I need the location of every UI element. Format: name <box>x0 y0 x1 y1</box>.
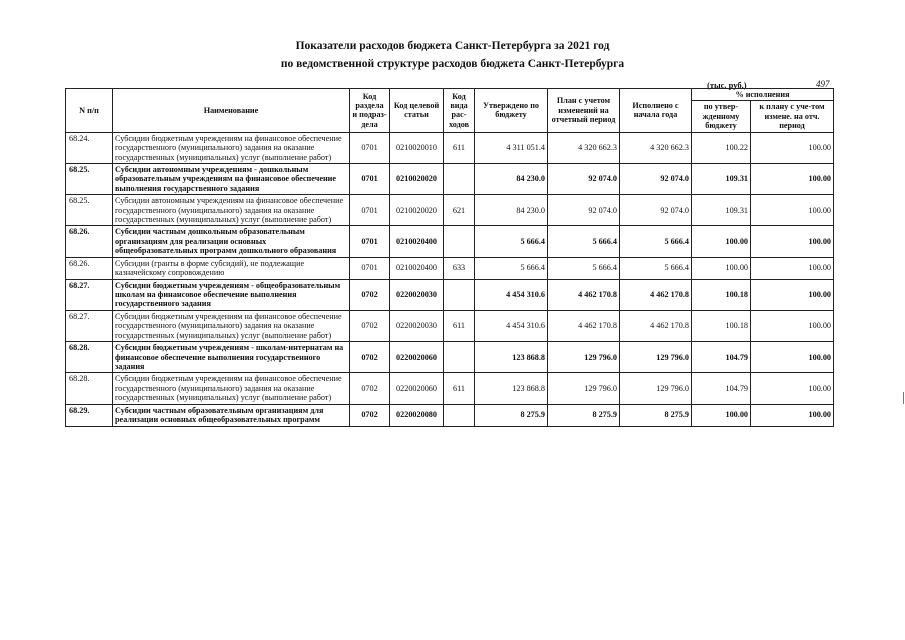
cell-target-code: 0210020020 <box>390 163 444 194</box>
cell-section-code: 0702 <box>350 342 390 373</box>
cell-executed: 129 796.0 <box>620 342 692 373</box>
page-title: Показатели расходов бюджета Санкт-Петербурга за 2021 год <box>295 40 610 52</box>
header-pct-plan: к плану с уче-том измене. на отч. период <box>751 101 834 132</box>
table-row <box>66 342 834 373</box>
cell-pct-budget: 100.18 <box>692 279 751 310</box>
header-pct-group: % исполнения <box>692 89 834 101</box>
cell-target-code: 0220020030 <box>390 310 444 341</box>
cell-executed: 92 074.0 <box>620 195 692 226</box>
cell-section-code: 0702 <box>350 404 390 426</box>
cell-pct-plan: 100.00 <box>751 257 834 279</box>
cell-pct-budget: 109.31 <box>692 163 751 194</box>
cell-section-code: 0702 <box>350 279 390 310</box>
cell-plan: 92 074.0 <box>548 195 620 226</box>
table-row <box>66 257 834 279</box>
cell-np: 68.28. <box>66 342 113 373</box>
page-subtitle: по ведомственной структуре расходов бюджета Санкт-Петербурга <box>280 58 625 70</box>
cell-type-code <box>444 226 475 257</box>
cell-target-code: 0220020060 <box>390 373 444 404</box>
expenditure-table <box>65 88 834 427</box>
cell-type-code <box>444 404 475 426</box>
cell-pct-plan: 100.00 <box>751 342 834 373</box>
table-row <box>66 310 834 341</box>
cell-target-code: 0220020030 <box>390 279 444 310</box>
cell-section-code: 0702 <box>350 373 390 404</box>
cell-pct-budget: 104.79 <box>692 373 751 404</box>
header-type-code: Код вида рас-ходов <box>444 89 475 133</box>
cell-np: 68.26. <box>66 226 113 257</box>
cell-executed: 8 275.9 <box>620 404 692 426</box>
cell-name: Субсидии частным образовательным организациям для реализации основных общеобразовательных программ <box>113 404 350 426</box>
cell-type-code <box>444 279 475 310</box>
cell-approved: 8 275.9 <box>475 404 548 426</box>
cell-section-code: 0701 <box>350 226 390 257</box>
header-pct-budget: по утвер-жденному бюджету <box>692 101 751 132</box>
cell-name: Субсидии автономным учреждениям на финансовое обеспечение государственного (муниципального) задания на оказание государственных (муниципальных) услуг (выполнение работ) <box>113 195 350 226</box>
cell-executed: 5 666.4 <box>620 257 692 279</box>
cell-plan: 4 462 170.8 <box>548 310 620 341</box>
table-row <box>66 195 834 226</box>
cell-executed: 129 796.0 <box>620 373 692 404</box>
cell-section-code: 0701 <box>350 132 390 163</box>
cell-pct-plan: 100.00 <box>751 195 834 226</box>
cell-np: 68.27. <box>66 279 113 310</box>
cell-plan: 129 796.0 <box>548 373 620 404</box>
cell-executed: 4 462 170.8 <box>620 279 692 310</box>
cell-executed: 5 666.4 <box>620 226 692 257</box>
cell-pct-budget: 100.00 <box>692 257 751 279</box>
cell-type-code <box>444 342 475 373</box>
cell-pct-plan: 100.00 <box>751 404 834 426</box>
cell-section-code: 0701 <box>350 257 390 279</box>
cell-pct-budget: 104.79 <box>692 342 751 373</box>
header-plan: План с учетом изменений на отчетный период <box>548 89 620 133</box>
table-row <box>66 404 834 426</box>
cell-plan: 8 275.9 <box>548 404 620 426</box>
cell-np: 68.24. <box>66 132 113 163</box>
cell-type-code: 621 <box>444 195 475 226</box>
cell-approved: 5 666.4 <box>475 226 548 257</box>
header-name: Наименование <box>113 89 350 133</box>
table-row <box>66 373 834 404</box>
cell-name: Субсидии бюджетным учреждениям на финансовое обеспечение государственного (муниципального) задания на оказание государственных (муниципальных) услуг (выполнение работ) <box>113 132 350 163</box>
cell-np: 68.25. <box>66 195 113 226</box>
cell-approved: 5 666.4 <box>475 257 548 279</box>
cell-approved: 84 230.0 <box>475 163 548 194</box>
cell-target-code: 0210020400 <box>390 257 444 279</box>
cell-section-code: 0701 <box>350 195 390 226</box>
cell-name: Субсидии бюджетным учреждениям на финансовое обеспечение государственного (муниципального) задания на оказание государственных (муниципальных) услуг (выполнение работ) <box>113 373 350 404</box>
cell-pct-plan: 100.00 <box>751 279 834 310</box>
units-label: (тыс. руб.) <box>707 80 747 90</box>
cell-target-code: 0210020400 <box>390 226 444 257</box>
cell-name: Субсидии частным дошкольным образовательным организациям для реализации основных общеобразовательных программ дошкольного образования <box>113 226 350 257</box>
header-approved: Утверждено по бюджету <box>475 89 548 133</box>
cell-plan: 5 666.4 <box>548 226 620 257</box>
cell-pct-budget: 100.00 <box>692 404 751 426</box>
cell-pct-budget: 100.18 <box>692 310 751 341</box>
cell-executed: 4 462 170.8 <box>620 310 692 341</box>
cell-executed: 4 320 662.3 <box>620 132 692 163</box>
cell-plan: 5 666.4 <box>548 257 620 279</box>
cell-pct-plan: 100.00 <box>751 132 834 163</box>
header-np: N п/п <box>66 89 113 133</box>
cell-target-code: 0210020010 <box>390 132 444 163</box>
cell-pct-plan: 100.00 <box>751 163 834 194</box>
cell-approved: 4 311 051.4 <box>475 132 548 163</box>
cell-name: Субсидии (гранты в форме субсидий), не подлежащие казначейскому сопровождению <box>113 257 350 279</box>
cell-type-code: 611 <box>444 310 475 341</box>
cell-plan: 4 462 170.8 <box>548 279 620 310</box>
cell-pct-budget: 100.22 <box>692 132 751 163</box>
table-row <box>66 132 834 163</box>
cell-pct-budget: 109.31 <box>692 195 751 226</box>
cell-name: Субсидии бюджетным учреждениям - школам-интернатам на финансовое обеспечение выполнения государственного задания <box>113 342 350 373</box>
cell-name: Субсидии автономным учреждениям - дошкольным образовательным учреждениям на финансовое обеспечение выполнения государственного задания <box>113 163 350 194</box>
cell-name: Субсидии бюджетным учреждениям на финансовое обеспечение государственного (муниципального) задания на оказание государственных (муниципальных) услуг (выполнение работ) <box>113 310 350 341</box>
cell-plan: 129 796.0 <box>548 342 620 373</box>
cell-np: 68.25. <box>66 163 113 194</box>
cell-pct-plan: 100.00 <box>751 373 834 404</box>
cell-type-code <box>444 163 475 194</box>
cell-np: 68.27. <box>66 310 113 341</box>
cell-section-code: 0702 <box>350 310 390 341</box>
table-row <box>66 279 834 310</box>
cell-approved: 123 868.8 <box>475 342 548 373</box>
cell-target-code: 0220020080 <box>390 404 444 426</box>
margin-mark <box>903 392 904 404</box>
cell-approved: 4 454 310.6 <box>475 279 548 310</box>
cell-section-code: 0701 <box>350 163 390 194</box>
cell-plan: 4 320 662.3 <box>548 132 620 163</box>
cell-plan: 92 074.0 <box>548 163 620 194</box>
cell-approved: 84 230.0 <box>475 195 548 226</box>
header-executed: Исполнено с начала года <box>620 89 692 133</box>
table-row <box>66 226 834 257</box>
cell-target-code: 0210020020 <box>390 195 444 226</box>
cell-type-code: 611 <box>444 373 475 404</box>
cell-pct-plan: 100.00 <box>751 226 834 257</box>
cell-np: 68.26. <box>66 257 113 279</box>
cell-type-code: 633 <box>444 257 475 279</box>
cell-np: 68.29. <box>66 404 113 426</box>
cell-type-code: 611 <box>444 132 475 163</box>
cell-target-code: 0220020060 <box>390 342 444 373</box>
cell-approved: 123 868.8 <box>475 373 548 404</box>
cell-np: 68.28. <box>66 373 113 404</box>
cell-pct-plan: 100.00 <box>751 310 834 341</box>
header-section-code: Код раздела и подраз-дела <box>350 89 390 133</box>
table-row <box>66 163 834 194</box>
cell-approved: 4 454 310.6 <box>475 310 548 341</box>
cell-executed: 92 074.0 <box>620 163 692 194</box>
cell-pct-budget: 100.00 <box>692 226 751 257</box>
header-target-code: Код целевой статьи <box>390 89 444 133</box>
cell-name: Субсидии бюджетным учреждениям - общеобразовательным школам на финансовое обеспечение выполнения государственного задания <box>113 279 350 310</box>
page-number: 497 <box>816 79 830 89</box>
